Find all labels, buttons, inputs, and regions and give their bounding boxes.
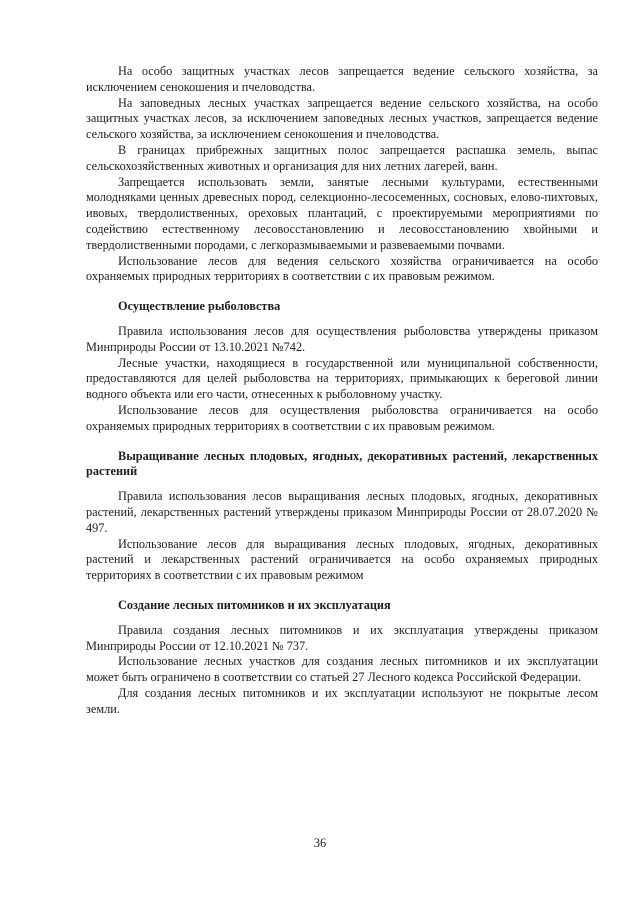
paragraph: Для создания лесных питомников и их эксплуатации используют не покрытые лесом земли. [86, 685, 598, 716]
paragraph: Использование лесов для ведения сельского хозяйства ограничивается на особо охраняемых природных территориях в соответствии с их правовым режимом. [86, 253, 598, 284]
paragraph: Использование лесов для выращивания лесных плодовых, ягодных, декоративных растений и лекарственных растений ограничивается на особо охраняемых природных территориях в соответствии с их правовым режимом [86, 536, 598, 583]
paragraph: Лесные участки, находящиеся в государственной или муниципальной собственности, предоставляются для целей рыболовства на территориях, примыкающих к береговой линии водного объекта или его части, отнесенных к рыболовному участку. [86, 355, 598, 402]
paragraph: На особо защитных участках лесов запрещается ведение сельского хозяйства, за исключением сенокошения и пчеловодства. [86, 64, 598, 94]
paragraph: В границах прибрежных защитных полос запрещается распашка земель, выпас сельскохозяйственных животных и организация для них летних лагерей, ванн. [86, 142, 598, 173]
paragraph: На заповедных лесных участках запрещается ведение сельского хозяйства, на особо защитных участках лесов, за исключением заповедных лесных участков, запрещается ведение сельского хозяйства, за исключением сенокошения и пчеловодства. [86, 95, 598, 142]
page-number: 36 [313, 836, 327, 850]
paragraph: Правила использования лесов выращивания лесных плодовых, ягодных, декоративных растений, лекарственных растений утверждены приказом Минприроды России от 28.07.2020 № 497. [86, 489, 598, 535]
paragraph: Использование лесов для осуществления рыболовства ограничивается на особо охраняемых природных территориях в соответствии с их правовым режимом. [86, 402, 598, 433]
document-body [86, 64, 598, 717]
section-fishing [86, 299, 598, 434]
section-forest-nurseries [86, 598, 598, 718]
section-agriculture-restrictions [86, 64, 598, 285]
section-plant-cultivation [86, 449, 598, 584]
paragraph: Использование лесных участков для создания лесных питомников и их эксплуатации может быть ограничено в соответствии со статьей 27 Лесного кодекса Российской Федерации. [86, 654, 598, 685]
section-heading: Создание лесных питомников и их эксплуатация [118, 597, 391, 612]
section-heading: Выращивание лесных плодовых, ягодных, декоративных растений, лекарственных растений [86, 448, 598, 479]
paragraph: Правила создания лесных питомников и их эксплуатация утверждены приказом Минприроды России от 12.10.2021 № 737. [86, 622, 598, 653]
paragraph: Запрещается использовать земли, занятые лесными культурами, естественными молодняками ценных древесных пород, селекционно-лесосеменных, сосновых, елово-пихтовых, ивовых, твердолиственных, ореховых плантаций, с проектируемыми мероприятиями по содействию естественному лесовосстановлению и лесовосстановлению хвойными и твердолиственными породами, с легкоразмываемыми и развеваемыми почвами. [86, 174, 598, 252]
section-heading: Осуществление рыболовства [118, 299, 281, 314]
paragraph: Правила использования лесов для осуществления рыболовства утверждены приказом Минприроды России от 13.10.2021 №742. [86, 323, 598, 354]
